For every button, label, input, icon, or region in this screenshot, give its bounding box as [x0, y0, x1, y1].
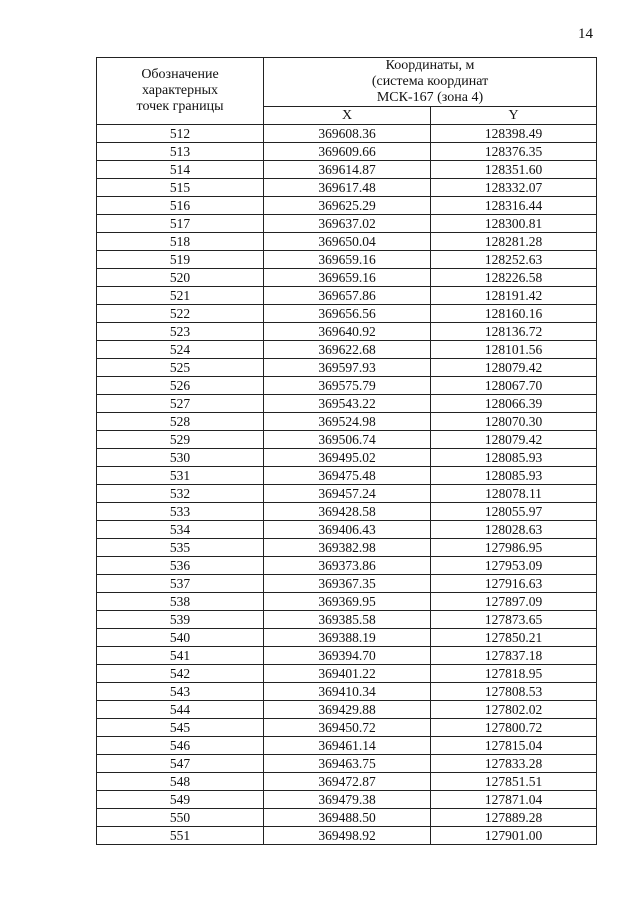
table-body [97, 125, 597, 845]
x-cell: 369382.98 [264, 539, 431, 557]
point-cell: 544 [97, 701, 264, 719]
x-cell: 369367.35 [264, 575, 431, 593]
y-cell: 127871.04 [431, 791, 597, 809]
table-row [97, 287, 597, 305]
x-cell: 369475.48 [264, 467, 431, 485]
point-cell: 536 [97, 557, 264, 575]
point-cell: 535 [97, 539, 264, 557]
y-cell: 128316.44 [431, 197, 597, 215]
x-cell: 369659.16 [264, 269, 431, 287]
x-cell: 369479.38 [264, 791, 431, 809]
y-cell: 127916.63 [431, 575, 597, 593]
table-row [97, 197, 597, 215]
y-cell: 128085.93 [431, 449, 597, 467]
point-cell: 514 [97, 161, 264, 179]
y-cell: 127833.28 [431, 755, 597, 773]
table-row [97, 629, 597, 647]
table-row [97, 125, 597, 143]
y-cell: 128085.93 [431, 467, 597, 485]
designation-header-line-3: точек границы [136, 99, 224, 114]
table-row [97, 143, 597, 161]
table-row [97, 377, 597, 395]
x-cell: 369488.50 [264, 809, 431, 827]
y-cell: 128300.81 [431, 215, 597, 233]
x-cell: 369524.98 [264, 413, 431, 431]
table-row [97, 701, 597, 719]
y-cell: 128332.07 [431, 179, 597, 197]
point-cell: 526 [97, 377, 264, 395]
table-row [97, 233, 597, 251]
table-row [97, 179, 597, 197]
table-row [97, 305, 597, 323]
y-cell: 127901.00 [431, 827, 597, 845]
point-cell: 538 [97, 593, 264, 611]
x-cell: 369406.43 [264, 521, 431, 539]
point-cell: 534 [97, 521, 264, 539]
coordinates-header-line-2: (система координат [371, 74, 489, 89]
y-cell: 128078.11 [431, 485, 597, 503]
table-row [97, 449, 597, 467]
table-row [97, 269, 597, 287]
x-cell: 369657.86 [264, 287, 431, 305]
page-number: 14 [578, 26, 593, 42]
y-cell: 127800.72 [431, 719, 597, 737]
table-row [97, 503, 597, 521]
table-row [97, 575, 597, 593]
point-cell: 527 [97, 395, 264, 413]
x-cell: 369625.29 [264, 197, 431, 215]
table-row [97, 809, 597, 827]
x-cell: 369659.16 [264, 251, 431, 269]
y-cell: 128066.39 [431, 395, 597, 413]
y-cell: 128226.58 [431, 269, 597, 287]
x-cell: 369428.58 [264, 503, 431, 521]
point-cell: 545 [97, 719, 264, 737]
table-row [97, 539, 597, 557]
x-cell: 369614.87 [264, 161, 431, 179]
y-cell: 127851.51 [431, 773, 597, 791]
point-cell: 532 [97, 485, 264, 503]
x-cell: 369637.02 [264, 215, 431, 233]
point-cell: 547 [97, 755, 264, 773]
coordinates-header-line-1: Координаты, м [385, 58, 475, 73]
table-row [97, 719, 597, 737]
coordinates-table [96, 57, 597, 845]
x-cell: 369463.75 [264, 755, 431, 773]
x-cell: 369617.48 [264, 179, 431, 197]
y-cell: 128191.42 [431, 287, 597, 305]
x-cell: 369429.88 [264, 701, 431, 719]
y-cell: 127815.04 [431, 737, 597, 755]
table-row [97, 161, 597, 179]
y-cell: 128376.35 [431, 143, 597, 161]
y-cell: 128079.42 [431, 359, 597, 377]
y-cell: 128160.16 [431, 305, 597, 323]
x-cell: 369622.68 [264, 341, 431, 359]
point-cell: 513 [97, 143, 264, 161]
table-row [97, 521, 597, 539]
y-cell: 128055.97 [431, 503, 597, 521]
point-cell: 540 [97, 629, 264, 647]
table-row [97, 827, 597, 845]
x-cell: 369457.24 [264, 485, 431, 503]
x-cell: 369394.70 [264, 647, 431, 665]
point-cell: 549 [97, 791, 264, 809]
table-row [97, 755, 597, 773]
table-row [97, 341, 597, 359]
y-cell: 128281.28 [431, 233, 597, 251]
table-row [97, 791, 597, 809]
x-column-header: X [264, 107, 431, 125]
point-cell: 529 [97, 431, 264, 449]
y-cell: 128101.56 [431, 341, 597, 359]
point-cell: 520 [97, 269, 264, 287]
point-cell: 550 [97, 809, 264, 827]
y-cell: 127873.65 [431, 611, 597, 629]
table-header [97, 58, 597, 125]
point-cell: 541 [97, 647, 264, 665]
x-cell: 369450.72 [264, 719, 431, 737]
point-cell: 533 [97, 503, 264, 521]
designation-header-line-2: характерных [141, 83, 219, 98]
table-row [97, 737, 597, 755]
point-cell: 528 [97, 413, 264, 431]
y-cell: 127953.09 [431, 557, 597, 575]
y-cell: 127986.95 [431, 539, 597, 557]
point-cell: 531 [97, 467, 264, 485]
point-cell: 551 [97, 827, 264, 845]
table-row [97, 773, 597, 791]
point-cell: 546 [97, 737, 264, 755]
point-cell: 519 [97, 251, 264, 269]
x-cell: 369608.36 [264, 125, 431, 143]
point-cell: 537 [97, 575, 264, 593]
y-cell: 128028.63 [431, 521, 597, 539]
point-cell: 530 [97, 449, 264, 467]
table-row [97, 557, 597, 575]
x-cell: 369650.04 [264, 233, 431, 251]
point-cell: 524 [97, 341, 264, 359]
table-row [97, 413, 597, 431]
x-cell: 369472.87 [264, 773, 431, 791]
point-cell: 525 [97, 359, 264, 377]
y-cell: 127889.28 [431, 809, 597, 827]
x-cell: 369385.58 [264, 611, 431, 629]
table-row [97, 215, 597, 233]
point-cell: 523 [97, 323, 264, 341]
point-cell: 522 [97, 305, 264, 323]
point-cell: 512 [97, 125, 264, 143]
table-row [97, 359, 597, 377]
x-cell: 369506.74 [264, 431, 431, 449]
x-cell: 369495.02 [264, 449, 431, 467]
x-cell: 369369.95 [264, 593, 431, 611]
y-column-header: Y [431, 107, 597, 125]
point-cell: 515 [97, 179, 264, 197]
x-cell: 369498.92 [264, 827, 431, 845]
x-cell: 369597.93 [264, 359, 431, 377]
table-row [97, 611, 597, 629]
x-cell: 369461.14 [264, 737, 431, 755]
table-row [97, 431, 597, 449]
table-row [97, 251, 597, 269]
coordinates-header [264, 58, 597, 107]
point-cell: 543 [97, 683, 264, 701]
point-cell: 548 [97, 773, 264, 791]
x-cell: 369640.92 [264, 323, 431, 341]
table-row [97, 665, 597, 683]
y-cell: 128136.72 [431, 323, 597, 341]
y-cell: 128079.42 [431, 431, 597, 449]
table-row [97, 467, 597, 485]
x-cell: 369410.34 [264, 683, 431, 701]
y-cell: 127850.21 [431, 629, 597, 647]
designation-header-line-1: Обозначение [141, 67, 219, 82]
point-cell: 516 [97, 197, 264, 215]
y-cell: 128252.63 [431, 251, 597, 269]
y-cell: 128070.30 [431, 413, 597, 431]
point-cell: 539 [97, 611, 264, 629]
table-row [97, 323, 597, 341]
table-row [97, 683, 597, 701]
x-cell: 369373.86 [264, 557, 431, 575]
y-cell: 127897.09 [431, 593, 597, 611]
x-cell: 369388.19 [264, 629, 431, 647]
point-cell: 518 [97, 233, 264, 251]
x-cell: 369656.56 [264, 305, 431, 323]
y-cell: 128398.49 [431, 125, 597, 143]
y-cell: 127837.18 [431, 647, 597, 665]
y-cell: 128067.70 [431, 377, 597, 395]
table-row [97, 593, 597, 611]
point-cell: 521 [97, 287, 264, 305]
coordinates-header-line-3: МСК-167 (зона 4) [376, 90, 484, 105]
table-row [97, 485, 597, 503]
designation-header [97, 58, 264, 125]
table-row [97, 647, 597, 665]
y-cell: 127818.95 [431, 665, 597, 683]
x-cell: 369401.22 [264, 665, 431, 683]
point-cell: 542 [97, 665, 264, 683]
x-cell: 369575.79 [264, 377, 431, 395]
y-cell: 128351.60 [431, 161, 597, 179]
x-cell: 369609.66 [264, 143, 431, 161]
table-row [97, 395, 597, 413]
y-cell: 127802.02 [431, 701, 597, 719]
x-cell: 369543.22 [264, 395, 431, 413]
y-cell: 127808.53 [431, 683, 597, 701]
point-cell: 517 [97, 215, 264, 233]
